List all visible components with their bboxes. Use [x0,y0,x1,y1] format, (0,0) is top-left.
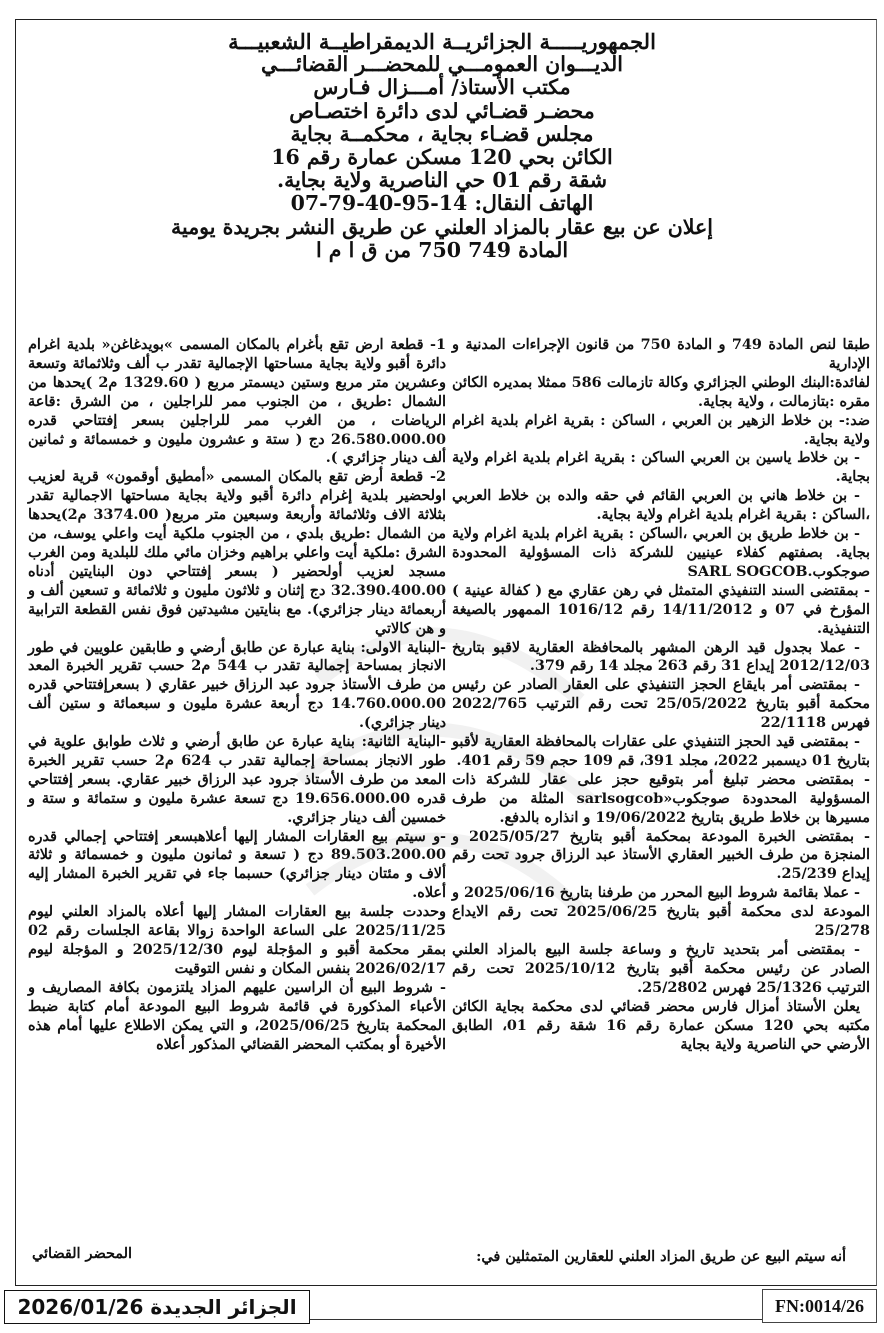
paragraph-property-2: 2- قطعة أرض تقع بالمكان المسمى «أمطيق أوقمون» قرية لعزيب اولحضير بلدية إغرام دائرة أقبو ولاية بجاية مساحتها الاجمالية تقدر بثلاثة الاف وثلاثمائة وأربعة وسبعين متر مربع( 3374.00 م2)يحدها من الشمال :طريق بلدي ، من الجنوب ملكية أيت واعلي يوسف، من الشرق :ملكية أيت واعلي براهيم وخزان مائي ملك للبلدية ومن الغرب مسجد لعزيب أولحضير ( بسعر إفتتاحي دون البنايتين أدناه 32.390.400.00 دج إثنان و ثلاثون مليون و ثلاثمائة و تسعين ألف و أربعمائة دينار جزائري). مع بنايتين مشيدتين فوق نفس القطعة الترابية و هن كالاتي [28,468,446,637]
notice-header [60,30,824,262]
paragraph-property-1: 1- قطعة ارض تقع بأغرام بالمكان المسمى »بويدغاغن« بلدية اغرام دائرة أقبو ولاية بجاية مساحتها الإجمالية تقدر ب ألف وثلاثمائة وتسعة وعشرين متر مربع وستين ديسمتر مربع ( 1329.60 م2 )يحدها من الشمال :طريق ، من الجنوب ممر للراجلين ، من الشرق :قاعة الرياضات ، من الغرب ممر للراجلين بسعر إفتتاحي قدره 26.580.000.00 دج ( ستة و عشرون مليون و خمسمائة و ثمانين ألف دينار جزائري ). [28,336,446,467]
paragraph-expertise: - بمقتضى الخبرة المودعة بمحكمة أقبو بتاريخ 2025/05/27 و المنجزة من طرف الخبير العقاري الأستاذ عبد الرزاق جرود تحت رقم إيداع 25/239. [452,827,870,883]
bailiff-signature: المحضر القضائي [32,1245,132,1262]
paragraph-building-1: -البناية الاولى: بناية عبارة عن طابق أرضي و طابقين علويين في طور الانجاز بمساحة إجمالية تقدر ب 544 م2 حسب تقرير الخبرة المعد من طرف الأستاذ جرود عبد الرزاق خبير عقاري ( بسعرإفتتاحي قدره 14.760.000.00 دج أربعة عشرة مليون و سبعمائة و ستين ألف دينار جزائري). [28,638,446,732]
paragraph-beneficiary: لفائدة:البنك الوطني الجزائري وكالة تازمالت 586 ممثلا بمديره الكائن مقره :بتازمالت ، ولاية بجاية. [452,373,870,410]
paragraph-total-price: -و سيتم بيع العقارات المشار إليها أعلاهبسعر إفتتاحي إجمالي قدره 89.503.200.00 دج ( تسعة و ثمانون مليون و خمسمائة و ثلاثة ألاف و مئتان دينار جزائري) حسبما جاء في تقرير الخبرة المشار إليه أعلاه. [28,827,446,902]
paragraph-defendant-4: - بن خلاط طريق بن العربي ،الساكن : بقرية اغرام بلدية اغرام ولاية بجاية. بصفتهم كفلاء عينيين للشركة ذات المسؤولية المحدودة صوجكوب.SARL SOGCOB [452,525,870,580]
header-jurisdiction: محضـر قضـائي لدى دائرة اختصـاص [289,98,595,123]
header-phone: الهاتف النقال: 14-95-40-79-07 [290,191,594,216]
paragraph-legal-basis: طبقا لنص المادة 749 و المادة 750 من قانون الإجراءات المدنية و الإدارية [452,336,871,372]
paragraph-sale-terms: - شروط البيع أن الراسين عليهم المزاد يلتزمون بكافة المصاريف و الأعباء المذكورة في قائمة شروط البيع المودعة أمام كتابة ضبط المحكمة بتاريخ 2025/06/25، و التي يمكن الاطلاع عليها أمام هذه الأخيرة أو بمكتب المحضر القضائي المذكور أعلاه [28,978,446,1053]
header-address-2: شقة رقم 01 حي الناصرية ولاية بجاية. [276,168,608,193]
header-court: مجلس قضـاء بجاية ، محكمــة بجاية [290,121,594,146]
header-bailiff-name: مكتب الأستاذ/ أمـــزال فـارس [313,75,571,100]
right-column [452,336,870,1054]
paragraph-defendant-3: - بن خلاط هاني بن العربي القائم في حقه والده بن خلاط العربي ،الساكن : بقرية اغرام بلدية اغرام ولاية بجاية. [452,487,870,524]
paragraph-announcement: يعلن الأستاذ أمزال فارس محضر قضائي لدى محكمة بجاية الكائن مكتبه بحي 120 مسكن عمارة رقم 16 شقة رقم 01، الطابق الأرضي حي الناصرية ولاية بجاية [452,997,870,1053]
reference-box [762,1289,877,1323]
closing-line: أنه سيتم البيع عن طريق المزاد العلني للعقارين المتمثلين في: [476,1248,846,1265]
paragraph-auction-session: وحددت جلسة بيع العقارات المشار إليها أعلاه بالمزاد العلني ليوم 2025/11/25 على الساعة الواحدة زوالا بقاعة الجلسات رقم 02 بمقر محكمة أقبو و المؤجلة ليوم 2025/12/30 و المؤجلة ليوم 2026/02/17 بنفس المكان و نفس التوقيت [28,903,446,977]
footer-divider [310,1319,762,1320]
paragraph-executive-title: - بمقتضى السند التنفيذي المتمثل في رهن عقاري مع ( كفالة عينية ) المؤرخ في 07 و 14/11/2012 رقم 1016/12 الممهور بالصيغة التنفيذية. [452,581,870,637]
paragraph-building-2: -البناية الثانية: بناية عبارة عن طابق أرضي و ثلاث طوابق علوية في طور الانجاز بمساحة إجمالية تقدر ب 624 م2 حسب تقرير الخبرة المعد من طرف الأستاذ جرود عبد الرزاق خبير عقاري. بسعر إفتتاحي قدره 19.656.000.00 دج تسعة عشرة مليون و ستمائة و ستة و خمسين ألف دينار جزائري. [28,733,447,826]
header-address-1: الكائن بحي 120 مسكن عمارة رقم 16 [271,145,613,170]
paragraph-sale-conditions: - عملا بقائمة شروط البيع المحرر من طرفنا بتاريخ 2025/06/16 و المودعة لدى محكمة أقبو بتاريخ 2025/06/25 تحت رقم الايداع 25/278 [452,884,870,940]
paragraph-auction-date-order: - بمقتضى أمر بتحديد تاريخ و وساعة جلسة البيع بالمزاد العلني الصادر عن رئيس محكمة أقبو بتاريخ 2025/10/12 تحت رقم الترتيب 25/1326 فهرس 25/2802. [452,941,870,996]
left-column [28,336,446,1054]
publication-name-date: الجزائر الجديدة 2026/01/26 [17,1295,297,1319]
paragraph-seizure-registration: - بمقتضى قيد الحجز التنفيذي على عقارات بالمحافظة العقارية لأقبو بتاريخ 01 ديسمبر 2022، مجلد 391، قم 109 حجم 59 رقم 401. [452,733,870,769]
paragraph-defendant-1: ضد:- بن خلاط الزهير بن العربي ، الساكن : بقرية اغرام بلدية اغرام ولاية بجاية. [452,411,870,448]
header-article-ref: المادة 749 750 من ق ا م ا [315,237,569,262]
paragraph-defendant-2: - بن خلاط ياسين بن العربي الساكن : بقرية اغرام بلدية اغرام ولاية بجاية. [452,449,870,486]
header-notice-title: إعلان عن بيع عقار بالمزاد العلني عن طريق النشر بجريدة يومية [171,214,713,239]
header-office: الديـــوان العمومـــي للمحضـــر القضائـــي [261,52,623,77]
reference-number: FN:0014/26 [775,1295,864,1316]
paragraph-notification: - بمقتضى محضر تبليغ أمر بتوقيع حجز على عقار للشركة ذات المسؤولية المحدودة صوجكوب«sarlsogcob المثلة من طرف مسيرها بن خلاط طريق بتاريخ 19/06/2022 و انذاره بالدفع. [452,770,870,826]
paragraph-mortgage-record: - عملا بجدول قيد الرهن المشهر بالمحافظة العقارية لاقبو بتاريخ 2012/12/03 إيداع 31 رقم 263 مجلد 14 رقم 379. [452,638,870,675]
header-republic: الجمهوريـــــة الجزائريــة الديمقراطيــة الشعبيـــة [228,29,656,54]
paragraph-seizure-order: - بمقتضى أمر بايقاع الحجز التنفيذي على العقار الصادر عن رئيس محكمة أقبو بتاريخ 25/05/2022 تحت رقم الترتيب 2022/765 فهرس 22/1118 [452,676,870,732]
publication-box [4,1290,310,1324]
